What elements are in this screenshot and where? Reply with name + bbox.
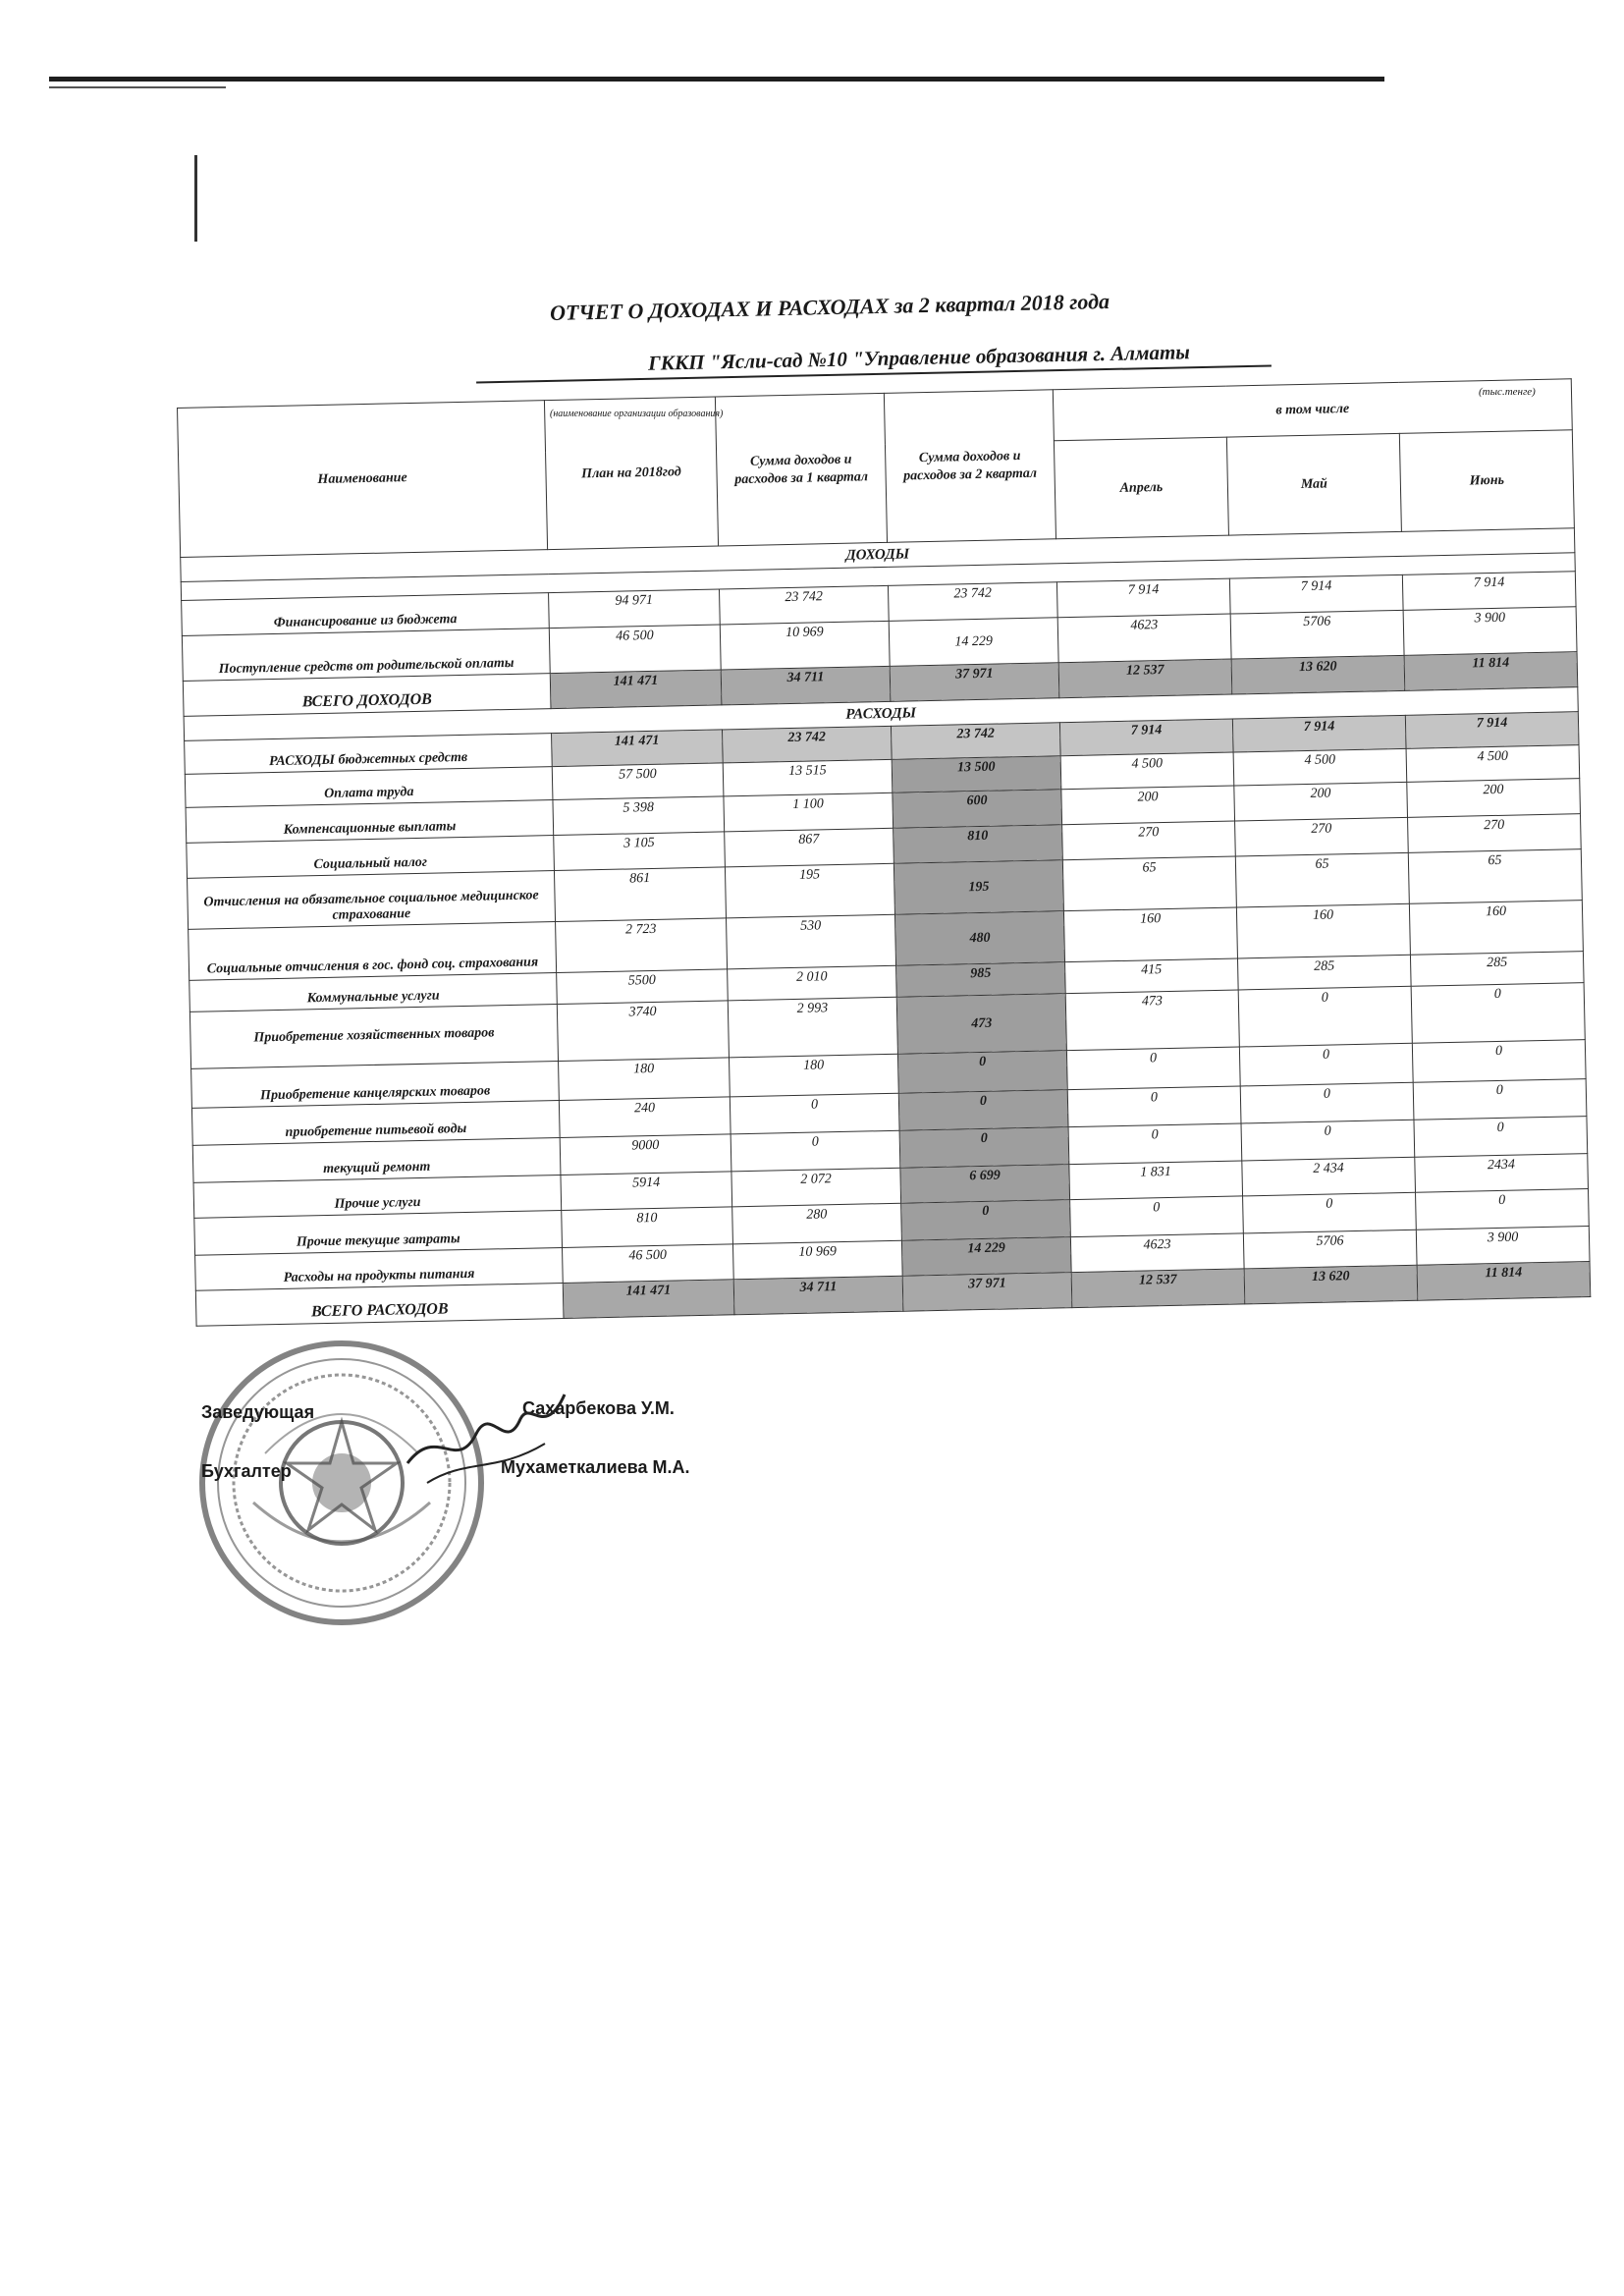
cell-may: 0: [1243, 1192, 1417, 1233]
cell-q1: 10 969: [720, 621, 890, 670]
cell-q1: 1 100: [724, 793, 893, 832]
cell-q1: 180: [729, 1054, 898, 1097]
row-label: Прочие текущие затраты: [194, 1210, 563, 1255]
organization-name: ГККП "Ясли-сад №10 "Управление образования г. Алматы: [647, 340, 1191, 375]
cell-april: 1 831: [1069, 1161, 1243, 1200]
cell-june: 160: [1409, 901, 1583, 956]
cell-q1: 195: [725, 863, 894, 918]
cell-plan: 2 723: [556, 918, 728, 973]
row-label: Расходы на продукты питания: [195, 1247, 564, 1290]
cell-april: 0: [1070, 1196, 1244, 1237]
cell-may: 7 914: [1229, 574, 1403, 614]
accountant-name: Мухаметкалиева М.А.: [501, 1457, 690, 1477]
cell-may: 7 914: [1232, 715, 1406, 752]
cell-plan: 9000: [560, 1134, 731, 1175]
cell-q1: 2 010: [728, 965, 897, 1001]
cell-april: 4623: [1057, 614, 1231, 663]
cell-april: 12 537: [1058, 659, 1232, 698]
cell-june: 200: [1407, 779, 1581, 818]
row-label: текущий ремонт: [192, 1137, 561, 1182]
cell-q2: 13 500: [892, 756, 1061, 793]
cell-april: 65: [1062, 856, 1236, 911]
cell-q2: 0: [897, 1051, 1067, 1094]
cell-plan: 5 398: [553, 796, 725, 836]
cell-q2: 480: [894, 911, 1064, 966]
cell-plan: 46 500: [549, 625, 721, 674]
margin-mark: [194, 155, 197, 242]
cell-june: 2434: [1415, 1154, 1589, 1193]
cell-june: 4 500: [1406, 745, 1580, 783]
cell-april: 7 914: [1056, 578, 1230, 618]
cell-plan: 141 471: [552, 730, 724, 767]
cell-may: 270: [1235, 817, 1409, 856]
cell-q1: 280: [732, 1203, 902, 1244]
cell-may: 2 434: [1242, 1157, 1416, 1196]
cell-q1: 34 711: [733, 1276, 903, 1315]
cell-plan: 180: [559, 1058, 731, 1101]
section-expense: РАСХОДЫ: [184, 687, 1578, 741]
cell-q2: 0: [899, 1127, 1069, 1169]
cell-june: 11 814: [1417, 1262, 1591, 1301]
header-including: в том числе: [1053, 379, 1572, 441]
row-label: Приобретение хозяйственных товаров: [189, 1005, 558, 1069]
cell-plan: 46 500: [563, 1244, 734, 1284]
cell-may: 0: [1240, 1082, 1414, 1123]
cell-plan: 141 471: [550, 670, 722, 709]
cell-q1: 23 742: [722, 726, 892, 763]
cell-q1: 530: [727, 914, 896, 969]
row-label: Приобретение канцелярских товаров: [191, 1062, 560, 1109]
cell-april: 0: [1066, 1047, 1240, 1090]
cell-q2: 23 742: [888, 582, 1057, 622]
units-label: (тыс.тенге): [1479, 386, 1536, 398]
cell-q2: 195: [893, 860, 1063, 915]
cell-q2: 37 971: [902, 1273, 1072, 1312]
cell-plan: 240: [559, 1097, 731, 1138]
cell-may: 0: [1239, 1043, 1413, 1086]
signature-icon: [398, 1365, 584, 1493]
header-april: Апрель: [1054, 437, 1228, 539]
cell-q2: 600: [893, 790, 1062, 829]
report-title: ОТЧЕТ О ДОХОДАХ И РАСХОДАХ за 2 квартал 2018 года: [549, 289, 1110, 325]
cell-april: 160: [1063, 907, 1237, 962]
cell-may: 5706: [1230, 610, 1404, 659]
cell-june: 7 914: [1402, 572, 1576, 611]
cell-june: 0: [1412, 1040, 1586, 1083]
cell-april: 415: [1065, 958, 1239, 994]
row-label: Компенсационные выплаты: [186, 800, 554, 844]
cell-plan: 861: [554, 867, 726, 922]
cell-q1: 13 515: [723, 759, 893, 796]
cell-june: 11 814: [1404, 652, 1578, 691]
cell-plan: 3 105: [554, 832, 726, 871]
organization-caption: (наименование организации образования): [550, 409, 724, 419]
cell-q2: 14 229: [889, 618, 1058, 667]
income-expense-table: [177, 378, 1591, 1327]
row-label: Социальные отчисления в гос. фонд соц. страхования: [189, 922, 557, 981]
cell-may: 13 620: [1231, 655, 1405, 694]
top-scan-rule-short: [49, 86, 226, 88]
cell-q2: 985: [896, 962, 1066, 998]
cell-june: 0: [1411, 983, 1585, 1044]
row-label: Отчисления на обязательное социальное медицинское страхование: [188, 871, 556, 930]
cell-april: 270: [1062, 821, 1236, 860]
cell-april: 0: [1067, 1086, 1241, 1127]
header-q1: Сумма доходов и расходов за 1 квартал: [715, 393, 887, 546]
cell-april: 4623: [1070, 1233, 1244, 1273]
cell-q2: 37 971: [890, 663, 1059, 702]
row-label: Оплата труда: [185, 767, 553, 808]
cell-plan: 141 471: [563, 1280, 734, 1319]
row-label: Поступление средств от родительской оплаты: [182, 629, 550, 682]
header-may: Май: [1226, 433, 1401, 535]
header-q2: Сумма доходов и расходов за 2 квартал: [884, 390, 1056, 543]
cell-q2: 0: [898, 1090, 1068, 1131]
row-label: РАСХОДЫ бюджетных средств: [185, 734, 553, 775]
top-scan-rule: [49, 77, 1384, 82]
row-label: ВСЕГО РАСХОДОВ: [195, 1283, 564, 1326]
cell-april: 200: [1061, 786, 1235, 825]
cell-q1: 10 969: [732, 1240, 902, 1280]
cell-q2: 810: [893, 825, 1063, 864]
header-name: Наименование: [178, 401, 548, 558]
cell-april: 0: [1068, 1123, 1242, 1165]
row-label: Коммунальные услуги: [189, 973, 558, 1012]
cell-plan: 3740: [557, 1001, 729, 1062]
row-label: Финансирование из бюджета: [182, 593, 550, 636]
cell-may: 285: [1237, 955, 1411, 990]
cell-april: 473: [1065, 990, 1239, 1051]
header-plan: План на 2018год: [544, 397, 718, 550]
cell-may: 0: [1241, 1120, 1415, 1161]
cell-q1: 2 072: [731, 1168, 901, 1207]
cell-q1: 2 993: [728, 997, 897, 1058]
cell-q1: 0: [731, 1130, 900, 1172]
cell-plan: 94 971: [549, 589, 721, 629]
row-label: ВСЕГО ДОХОДОВ: [183, 674, 551, 717]
cell-q2: 6 699: [900, 1165, 1070, 1204]
cell-june: 0: [1413, 1079, 1587, 1121]
cell-june: 0: [1414, 1117, 1588, 1158]
cell-plan: 5500: [557, 969, 729, 1005]
director-role: Заведующая: [201, 1402, 315, 1422]
cell-q1: 23 742: [719, 585, 889, 625]
cell-q2: 14 229: [901, 1237, 1071, 1277]
header-june: Июнь: [1399, 430, 1574, 532]
director-name: Сахарбекова У.М.: [522, 1398, 675, 1418]
cell-q2: 0: [901, 1200, 1071, 1241]
row-label: Прочие услуги: [193, 1175, 562, 1218]
cell-plan: 5914: [561, 1172, 732, 1211]
cell-june: 65: [1408, 849, 1582, 904]
cell-june: 270: [1408, 814, 1582, 853]
row-label: Социальный налог: [187, 836, 555, 879]
cell-q2: 473: [896, 994, 1066, 1055]
cell-april: 7 914: [1059, 719, 1233, 756]
cell-april: 12 537: [1071, 1269, 1245, 1308]
cell-may: 65: [1235, 852, 1409, 907]
cell-june: 3 900: [1416, 1227, 1590, 1266]
cell-q1: 867: [725, 828, 894, 867]
cell-june: 285: [1410, 952, 1584, 987]
cell-may: 200: [1234, 782, 1408, 821]
cell-may: 0: [1238, 986, 1412, 1047]
cell-q2: 23 742: [891, 723, 1060, 760]
row-label: приобретение питьевой воды: [191, 1101, 560, 1146]
cell-june: 0: [1416, 1189, 1590, 1230]
cell-plan: 810: [562, 1207, 733, 1248]
cell-may: 4 500: [1233, 748, 1407, 786]
cell-plan: 57 500: [552, 763, 724, 800]
accountant-role: Бухгалтер: [201, 1461, 292, 1481]
cell-may: 13 620: [1244, 1265, 1418, 1304]
cell-june: 3 900: [1403, 607, 1577, 656]
cell-june: 7 914: [1405, 712, 1579, 749]
cell-may: 5706: [1243, 1230, 1417, 1269]
cell-may: 160: [1236, 903, 1410, 958]
cell-april: 4 500: [1060, 752, 1234, 790]
cell-q1: 34 711: [721, 666, 891, 705]
cell-q1: 0: [730, 1093, 899, 1134]
section-income: ДОХОДЫ: [181, 528, 1575, 582]
